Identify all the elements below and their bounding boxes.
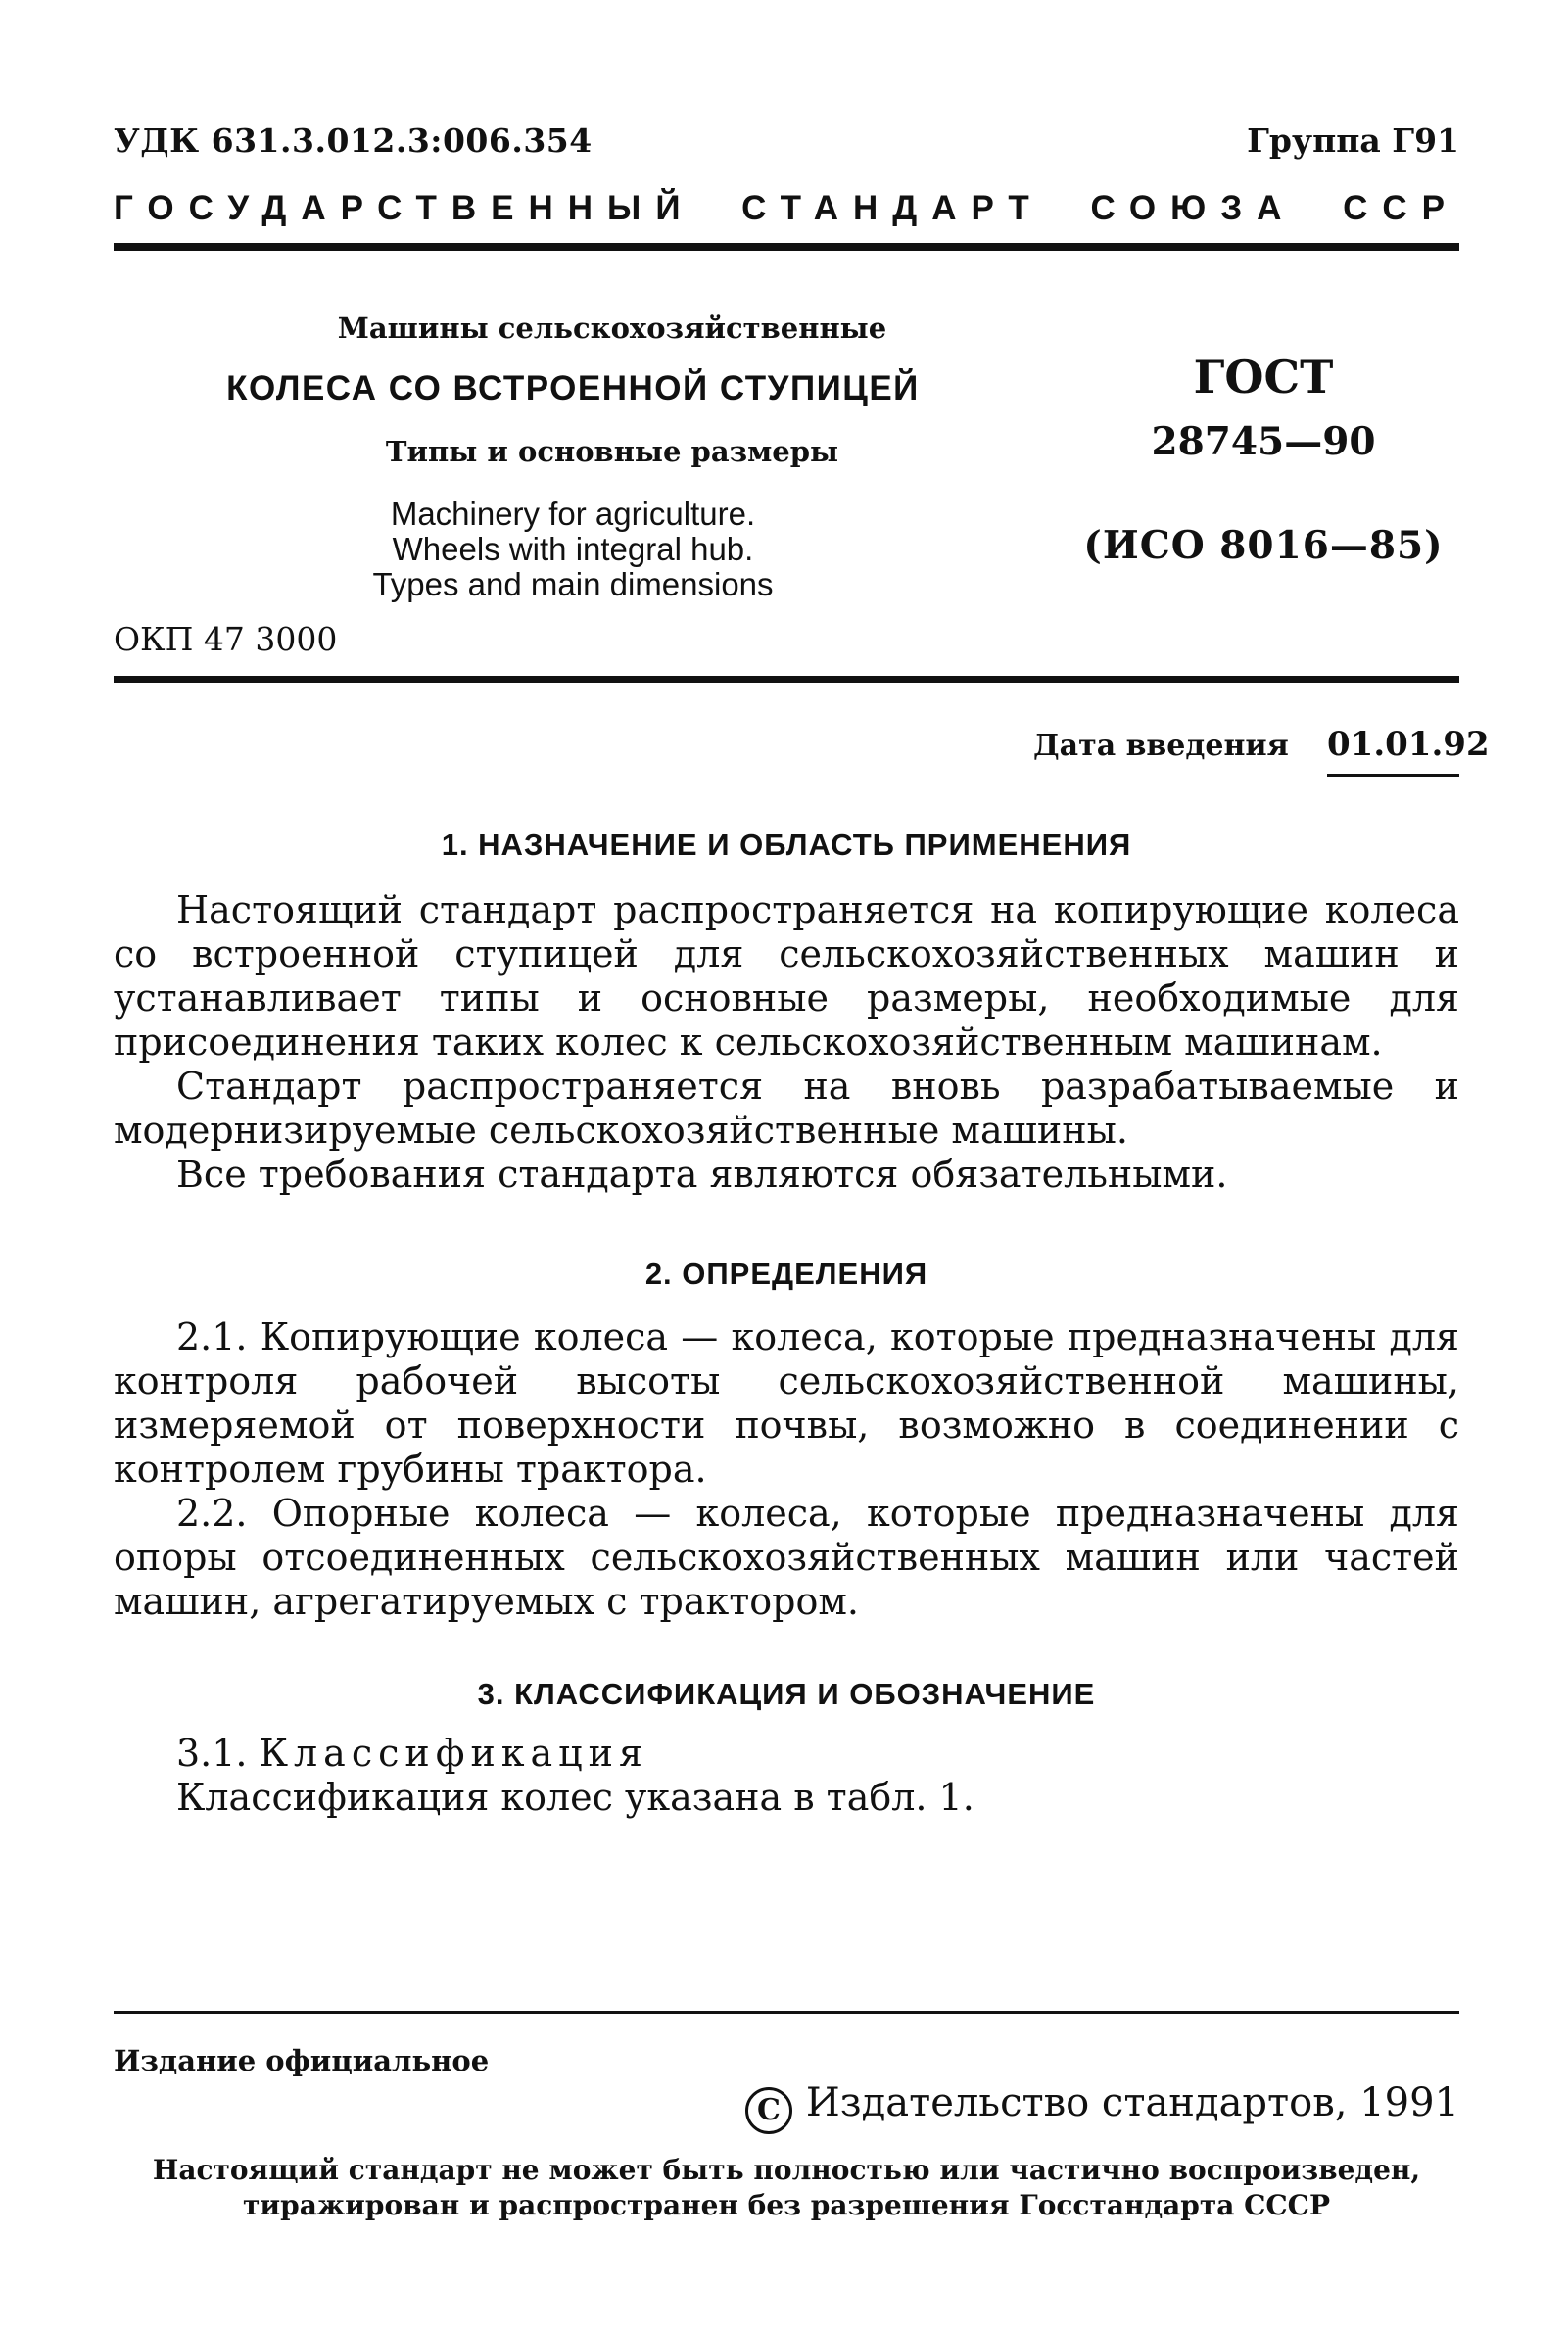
copyright-text: Издательство стандартов, 1991 xyxy=(805,2080,1459,2125)
paragraph: Стандарт распространяется на вновь разрабатываемые и модернизируемые сельскохозяйственные машины. xyxy=(114,1065,1459,1152)
standard-subtitle: Типы и основные размеры xyxy=(385,435,839,468)
section-1-heading: 1. НАЗНАЧЕНИЕ И ОБЛАСТЬ ПРИМЕНЕНИЯ xyxy=(441,828,1132,862)
section-3-body xyxy=(114,1732,1459,1820)
iso-reference: (ИСО 8016—85) xyxy=(1083,523,1444,568)
english-title xyxy=(294,497,852,602)
paragraph: Настоящий стандарт распространяется на копирующие колеса со встроенной ступицей для сельскохозяйственных машин и устанавливает типы и основные размеры, необходимые для присоединения таких колес к сельскохозяйственным машинам. xyxy=(114,888,1459,1064)
notice-line: тиражирован и распространен без разрешения Госстандарта СССР xyxy=(243,2189,1330,2221)
notice-line: Настоящий стандарт не может быть полностью или частично воспроизведен, xyxy=(152,2154,1421,2186)
edition-label-footer: Издание официальное xyxy=(114,2044,490,2077)
udk-code: УДК 631.3.012.3:006.354 xyxy=(114,121,593,160)
standard-category: Машины сельскохозяйственные xyxy=(337,311,887,345)
group-code: Группа Г91 xyxy=(1247,121,1459,160)
section-1-body xyxy=(114,888,1459,1197)
clause-number: 3.1. xyxy=(176,1732,248,1775)
date-value: 01.01.92 xyxy=(1327,725,1490,764)
copyright-line xyxy=(745,2080,1459,2134)
paragraph: Классификация колес указана в табл. 1. xyxy=(176,1776,974,1819)
footer-divider xyxy=(114,2011,1459,2014)
section-2-heading: 2. ОПРЕДЕЛЕНИЯ xyxy=(644,1257,928,1291)
state-standard-banner: ГОСУДАРСТВЕННЫЙ СТАНДАРТ СОЮЗА ССР xyxy=(114,189,1459,227)
english-title-line: Wheels with integral hub. xyxy=(392,531,754,567)
title-divider xyxy=(114,676,1459,683)
section-3-heading: 3. КЛАССИФИКАЦИЯ И ОБОЗНАЧЕНИЕ xyxy=(477,1677,1096,1711)
clause-title: Классификация xyxy=(259,1732,648,1775)
gost-number: 28745—90 xyxy=(1151,419,1376,464)
english-title-line: Types and main dimensions xyxy=(372,566,774,602)
date-label: Дата введения xyxy=(1033,729,1289,763)
section-2-body xyxy=(114,1315,1459,1624)
copyright-icon: C xyxy=(745,2087,792,2134)
paragraph: 2.2. Опорные колеса — колеса, которые предназначены для опоры отсоединенных сельскохозяйственных машин или частей машин, агрегатируемых с трактором. xyxy=(114,1492,1459,1623)
paragraph: 2.1. Копирующие колеса — колеса, которые предназначены для контроля рабочей высоты сельскохозяйственной машины, измеряемой от поверхности почвы, возможно в соединении с контролем грубины трактора. xyxy=(114,1315,1459,1491)
paragraph xyxy=(114,1732,1459,1776)
english-title-line: Machinery for agriculture. xyxy=(390,496,756,532)
gost-label: ГОСТ xyxy=(1193,351,1334,404)
date-underline xyxy=(1327,774,1459,777)
header-divider xyxy=(114,243,1459,251)
okp-code: ОКП 47 3000 xyxy=(114,620,338,658)
paragraph: Все требования стандарта являются обязательными. xyxy=(176,1153,1228,1196)
standard-title: КОЛЕСА СО ВСТРОЕННОЙ СТУПИЦЕЙ xyxy=(226,369,920,407)
reproduction-notice xyxy=(114,2153,1459,2223)
